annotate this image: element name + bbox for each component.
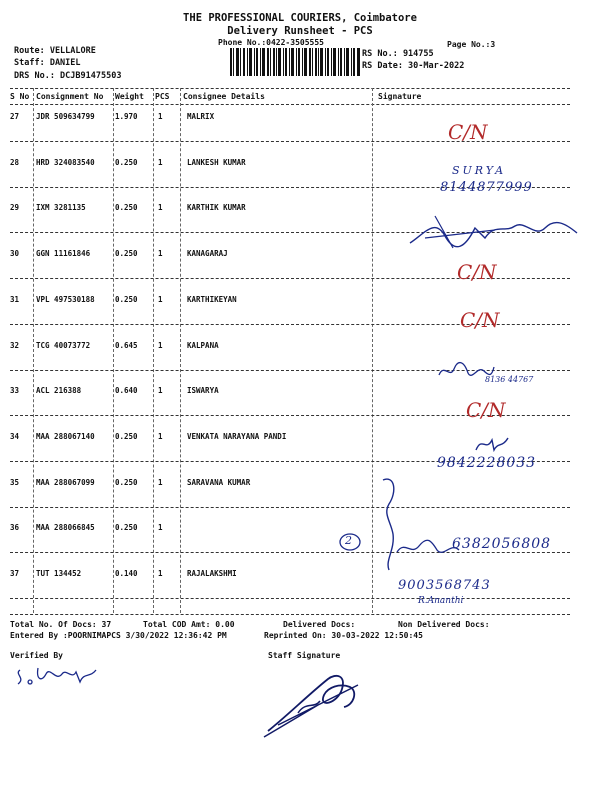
row-sno: 31 (10, 294, 20, 304)
row-consignment: TCG 40073772 (36, 340, 91, 350)
row-weight: 0.140 (115, 569, 138, 578)
row-pcs: 1 (158, 157, 163, 167)
receiver-phone: 8136 44767 (485, 375, 534, 384)
row-sno: 36 (10, 523, 20, 533)
table-row (0, 158, 600, 170)
circled-number: 2 (345, 534, 352, 547)
header-top-rule (10, 88, 570, 89)
entered-by: Entered By :POORNIMAPCS 3/30/2022 12:36:42 PM (10, 631, 227, 640)
table-row (0, 295, 600, 307)
row-consignee: RAJALAKSHMI (187, 569, 237, 578)
row-consignee: LANKESH KUMAR (187, 157, 246, 167)
row-pcs: 1 (158, 340, 163, 350)
row-consignee: ISWARYA (187, 386, 219, 396)
column-consignment: Consignment No (36, 92, 104, 101)
row-divider (10, 370, 570, 371)
column-weight: Weight (115, 92, 144, 101)
table-row (0, 341, 600, 353)
row-consignment: MAA 288066845 (36, 523, 95, 533)
rs-number: RS No.: 914755 (362, 49, 434, 59)
row-consignment: VPL 497530188 (36, 294, 95, 304)
row-consignee: SARAVANA KUMAR (187, 477, 251, 487)
receiver-phone: 9842228033 (437, 455, 537, 471)
row-sno: 33 (10, 386, 20, 396)
column-signature: Signature (378, 92, 422, 101)
row-divider (10, 232, 570, 233)
table-row (0, 569, 600, 581)
row-weight: 0.250 (115, 477, 138, 487)
row-weight: 0.645 (115, 340, 138, 350)
row-sno: 29 (10, 203, 20, 213)
row-consignee: KARTHIKEYAN (187, 294, 237, 304)
total-docs: Total No. Of Docs: 37 (10, 620, 112, 629)
row-consignee: KALPANA (187, 340, 219, 350)
table-row (0, 249, 600, 261)
phone-number: Phone No.:0422-3505555 (218, 38, 324, 47)
row-consignment: TUT 134452 (36, 569, 82, 578)
footer-rule (10, 614, 570, 615)
row-pcs: 1 (158, 523, 163, 533)
row-consignment: MAA 288067099 (36, 477, 95, 487)
drs-number: DRS No.: DCJB91475503 (14, 71, 122, 81)
header-bottom-rule (10, 104, 570, 105)
receiver-phone: 9003568743 (398, 578, 491, 593)
row-weight: 1.970 (115, 112, 138, 121)
row-consignment: JDR 509634799 (36, 112, 95, 121)
row-sno: 27 (10, 112, 20, 121)
company-name: THE PROFESSIONAL COURIERS, Coimbatore (183, 12, 417, 24)
column-consignee: Consignee Details (183, 92, 265, 101)
signature-icon (12, 660, 102, 690)
row-sno: 34 (10, 431, 20, 441)
row-sno: 30 (10, 249, 20, 259)
row-consignee: MALRIX (187, 112, 215, 121)
column-pcs: PCS (155, 92, 170, 101)
rs-date: RS Date: 30-Mar-2022 (362, 61, 465, 71)
row-weight: 0.640 (115, 386, 138, 396)
staff-signature-label: Staff Signature (268, 651, 341, 660)
row-divider (10, 552, 570, 553)
receiver-name: SURYA (452, 164, 507, 177)
row-pcs: 1 (158, 386, 163, 396)
row-divider (10, 507, 570, 508)
cn-mark: C/N (457, 260, 497, 284)
receiver-phone: 8144877999 (440, 180, 533, 195)
row-consignee: VENKATA NARAYANA PANDI (187, 431, 287, 441)
row-sno: 37 (10, 569, 20, 578)
row-weight: 0.250 (115, 157, 138, 167)
non-delivered-docs: Non Delivered Docs: (398, 620, 490, 629)
column-sno: S No (10, 92, 30, 101)
route: Route: VELLALORE (14, 46, 96, 56)
table-row (0, 478, 600, 490)
table-row (0, 432, 600, 444)
signature-icon (258, 665, 368, 740)
row-consignment: HRD 324083540 (36, 157, 95, 167)
row-consignment: MAA 288067140 (36, 431, 95, 441)
row-consignment: GGN 11161846 (36, 249, 91, 259)
row-divider (10, 598, 570, 599)
row-weight: 0.250 (115, 249, 138, 259)
cn-mark: C/N (466, 398, 506, 422)
receiver-name: R.Ananthi (418, 596, 464, 606)
row-pcs: 1 (158, 569, 163, 578)
row-consignee: KANAGARAJ (187, 249, 228, 259)
barcode-icon (230, 48, 360, 76)
table-row (0, 523, 600, 535)
total-cod: Total COD Amt: 0.00 (143, 620, 235, 629)
row-weight: 0.250 (115, 294, 138, 304)
table-row (0, 203, 600, 215)
reprinted-on: Reprinted On: 30-03-2022 12:50:45 (264, 631, 423, 640)
row-consignment: ACL 216388 (36, 386, 82, 396)
row-weight: 0.250 (115, 523, 138, 533)
page-number: Page No.:3 (447, 40, 496, 49)
cn-mark: C/N (448, 120, 488, 144)
row-consignment: IXM 3281135 (36, 203, 86, 213)
row-weight: 0.250 (115, 203, 138, 213)
delivered-docs: Delivered Docs: (283, 620, 356, 629)
cn-mark: C/N (460, 308, 500, 332)
row-pcs: 1 (158, 112, 163, 121)
row-pcs: 1 (158, 431, 163, 441)
row-sno: 32 (10, 340, 20, 350)
receiver-phone: 6382056808 (452, 536, 552, 552)
row-consignee: KARTHIK KUMAR (187, 203, 246, 213)
row-sno: 28 (10, 157, 20, 167)
row-weight: 0.250 (115, 431, 138, 441)
table-row (0, 386, 600, 398)
row-sno: 35 (10, 477, 20, 487)
row-pcs: 1 (158, 477, 163, 487)
row-pcs: 1 (158, 249, 163, 259)
verified-by: Verified By (10, 651, 63, 660)
row-pcs: 1 (158, 203, 163, 213)
table-row (0, 112, 600, 124)
row-pcs: 1 (158, 294, 163, 304)
staff: Staff: DANIEL (14, 58, 81, 68)
sheet-title: Delivery Runsheet - PCS (227, 25, 373, 37)
